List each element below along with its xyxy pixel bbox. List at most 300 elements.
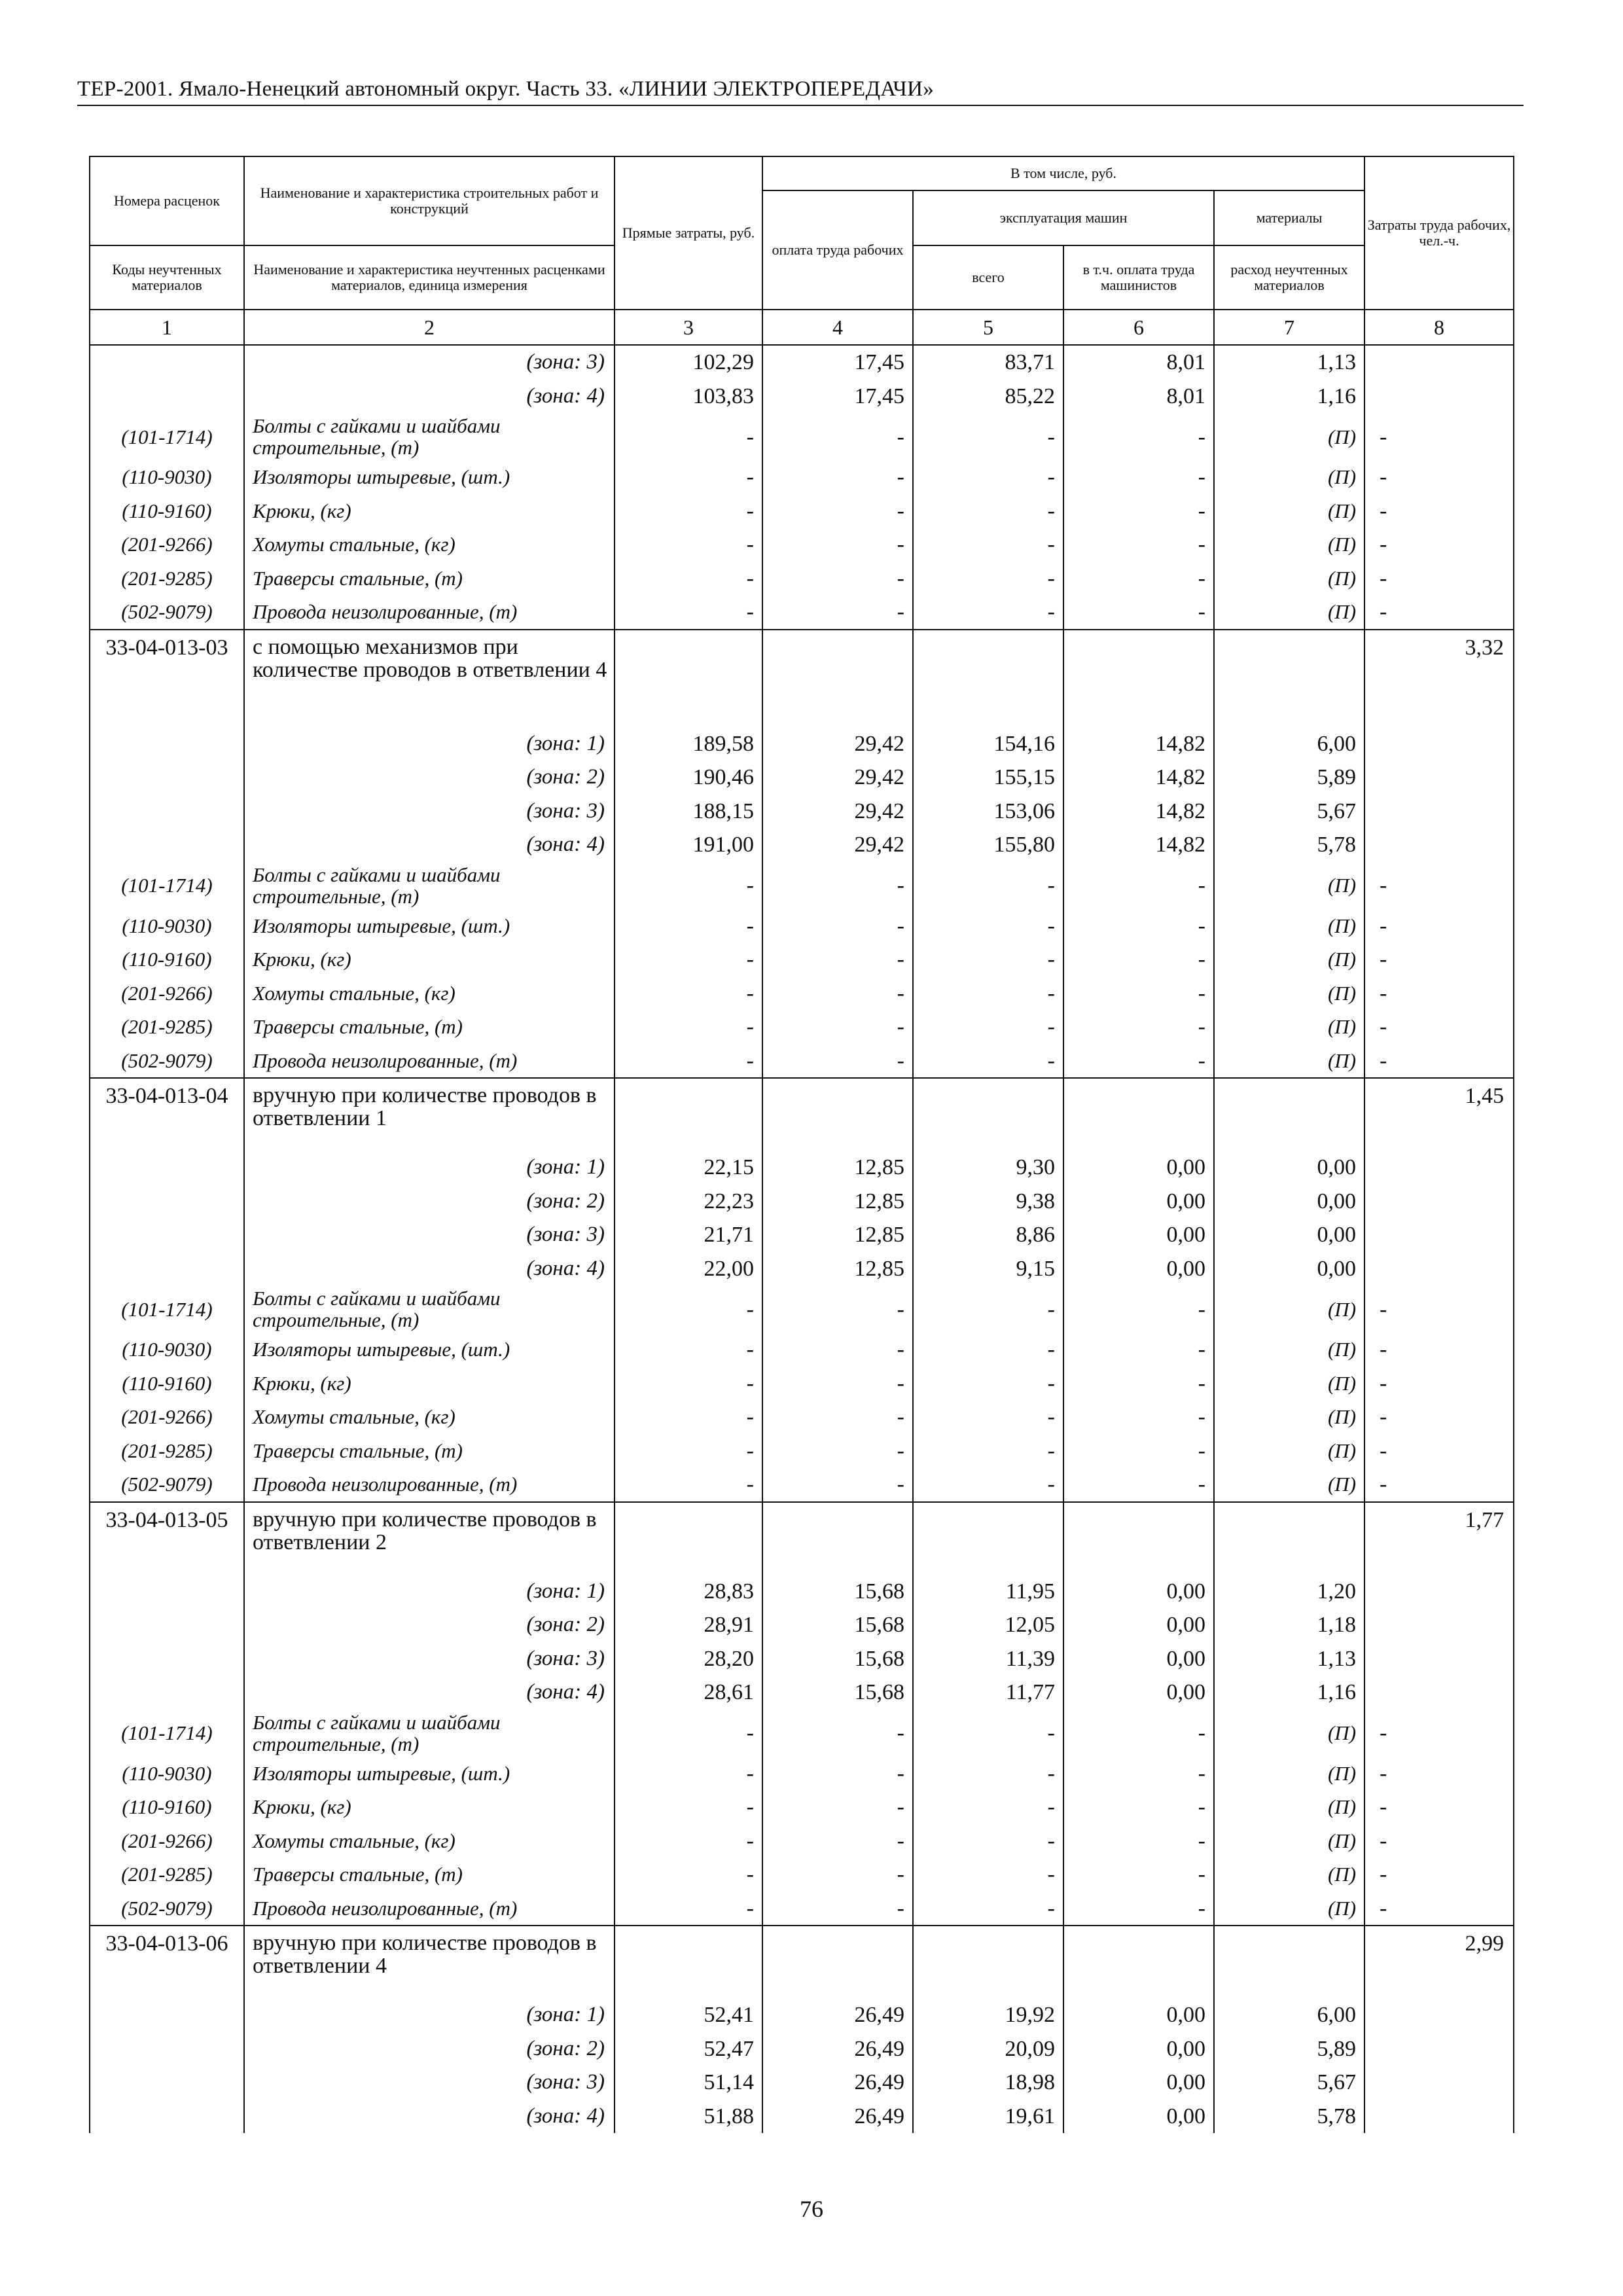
- dash-mark: -: [1063, 1757, 1214, 1791]
- table-cell: [913, 1502, 1063, 1575]
- zone-row: [90, 1218, 1514, 1252]
- header-labor-costs: Затраты труда рабочих, чел.-ч.: [1364, 156, 1514, 310]
- machines-value: 11,95: [913, 1575, 1063, 1609]
- materials-value: 5,78: [1214, 2100, 1364, 2134]
- dash-mark: -: [913, 1333, 1063, 1367]
- labor-cell: [1364, 2100, 1514, 2134]
- code-cell: [90, 1151, 244, 1185]
- dash-mark: -: [913, 977, 1063, 1011]
- table-cell: [1214, 1926, 1364, 1998]
- material-code: (110-9030): [90, 460, 244, 494]
- dash-mark: -: [1063, 1044, 1214, 1079]
- p-mark: (П): [1214, 494, 1364, 528]
- dash-mark: -: [615, 1367, 762, 1401]
- p-mark: (П): [1214, 1400, 1364, 1434]
- dash-mark: -: [1364, 1710, 1514, 1757]
- p-mark: (П): [1214, 1044, 1364, 1079]
- labor-cell: [1364, 828, 1514, 862]
- machines-value: 9,15: [913, 1252, 1063, 1286]
- dash-mark: -: [762, 1333, 913, 1367]
- dash-mark: -: [1063, 413, 1214, 460]
- dash-mark: -: [615, 1857, 762, 1892]
- direct-costs-value: 191,00: [615, 828, 762, 862]
- dash-mark: -: [1063, 909, 1214, 943]
- rate-code: 33-04-013-05: [90, 1502, 244, 1575]
- wages-value: 26,49: [762, 1998, 913, 2032]
- column-number: 7: [1214, 310, 1364, 345]
- column-number: 4: [762, 310, 913, 345]
- rate-description: вручную при количестве проводов в ответвлении 4: [244, 1926, 615, 1998]
- material-name: Изоляторы штыревые, (шт.): [244, 460, 615, 494]
- code-cell: [90, 1642, 244, 1676]
- header-unaccounted-consumption: расход неучтенных материалов: [1214, 245, 1364, 310]
- code-cell: [90, 795, 244, 829]
- dash-mark: -: [762, 1824, 913, 1858]
- direct-costs-value: 102,29: [615, 345, 762, 380]
- zone-row: [90, 345, 1514, 380]
- operators-wages-value: 8,01: [1063, 345, 1214, 380]
- p-mark: (П): [1214, 1434, 1364, 1468]
- material-code: (110-9160): [90, 942, 244, 977]
- table-cell: [615, 1926, 762, 1998]
- dash-mark: -: [762, 1400, 913, 1434]
- dash-mark: -: [913, 1710, 1063, 1757]
- operators-wages-value: 0,00: [1063, 1151, 1214, 1185]
- material-name: Болты с гайками и шайбами строительные, (т): [244, 1710, 615, 1757]
- labor-cell: [1364, 761, 1514, 795]
- wages-value: 12,85: [762, 1252, 913, 1286]
- zone-row: [90, 828, 1514, 862]
- dash-mark: -: [615, 1285, 762, 1333]
- zone-label: (зона: 4): [244, 1676, 615, 1710]
- column-number: 5: [913, 310, 1063, 345]
- wages-value: 15,68: [762, 1608, 913, 1642]
- material-row: [90, 460, 1514, 494]
- labor-cell: [1364, 1575, 1514, 1609]
- material-name: Изоляторы штыревые, (шт.): [244, 1757, 615, 1791]
- labor-cell: [1364, 345, 1514, 380]
- direct-costs-value: 28,83: [615, 1575, 762, 1609]
- material-code: (201-9285): [90, 1434, 244, 1468]
- labor-cell: [1364, 2032, 1514, 2066]
- dash-mark: -: [615, 595, 762, 630]
- header-wages: оплата труда рабочих: [762, 190, 913, 310]
- material-name: Хомуты стальные, (кг): [244, 977, 615, 1011]
- material-code: (502-9079): [90, 1467, 244, 1502]
- zone-label: (зона: 2): [244, 1185, 615, 1219]
- dash-mark: -: [913, 1285, 1063, 1333]
- wages-value: 17,45: [762, 345, 913, 380]
- operators-wages-value: 0,00: [1063, 1252, 1214, 1286]
- labor-value: 3,32: [1364, 630, 1514, 727]
- zone-label: (зона: 2): [244, 2032, 615, 2066]
- direct-costs-value: 52,47: [615, 2032, 762, 2066]
- zone-row: [90, 761, 1514, 795]
- dash-mark: -: [1364, 562, 1514, 596]
- dash-mark: -: [1063, 1333, 1214, 1367]
- material-row: [90, 1044, 1514, 1079]
- table-cell: [615, 1502, 762, 1575]
- material-row: [90, 1467, 1514, 1502]
- material-code: (110-9030): [90, 909, 244, 943]
- operators-wages-value: 0,00: [1063, 1608, 1214, 1642]
- dash-mark: -: [1063, 1367, 1214, 1401]
- column-number: 6: [1063, 310, 1214, 345]
- labor-cell: [1364, 380, 1514, 414]
- labor-value: 1,77: [1364, 1502, 1514, 1575]
- operators-wages-value: 0,00: [1063, 1642, 1214, 1676]
- dash-mark: -: [1364, 1400, 1514, 1434]
- materials-value: 1,13: [1214, 1642, 1364, 1676]
- material-code: (101-1714): [90, 1285, 244, 1333]
- material-code: (110-9160): [90, 494, 244, 528]
- dash-mark: -: [615, 460, 762, 494]
- materials-value: 0,00: [1214, 1252, 1364, 1286]
- dash-mark: -: [1364, 1333, 1514, 1367]
- material-code: (201-9285): [90, 1010, 244, 1044]
- material-name: Хомуты стальные, (кг): [244, 1400, 615, 1434]
- code-cell: [90, 1252, 244, 1286]
- code-cell: [90, 2100, 244, 2134]
- material-name: Крюки, (кг): [244, 1367, 615, 1401]
- dash-mark: -: [1063, 460, 1214, 494]
- material-row: [90, 494, 1514, 528]
- table-cell: [762, 1078, 913, 1151]
- zone-row: [90, 1252, 1514, 1286]
- table-cell: [615, 1078, 762, 1151]
- dash-mark: -: [615, 1333, 762, 1367]
- labor-value: 1,45: [1364, 1078, 1514, 1151]
- header-including: В том числе, руб.: [762, 156, 1364, 190]
- operators-wages-value: 14,82: [1063, 828, 1214, 862]
- p-mark: (П): [1214, 528, 1364, 562]
- dash-mark: -: [913, 942, 1063, 977]
- dash-mark: -: [1364, 909, 1514, 943]
- dash-mark: -: [913, 528, 1063, 562]
- rate-description: вручную при количестве проводов в ответвлении 1: [244, 1078, 615, 1151]
- material-row: [90, 1710, 1514, 1757]
- table-cell: [913, 1926, 1063, 1998]
- dash-mark: -: [1364, 1434, 1514, 1468]
- machines-value: 153,06: [913, 795, 1063, 829]
- material-name: Крюки, (кг): [244, 494, 615, 528]
- dash-mark: -: [913, 1892, 1063, 1926]
- materials-value: 1,13: [1214, 345, 1364, 380]
- wages-value: 15,68: [762, 1642, 913, 1676]
- p-mark: (П): [1214, 460, 1364, 494]
- dash-mark: -: [1364, 1285, 1514, 1333]
- material-code: (101-1714): [90, 862, 244, 909]
- labor-cell: [1364, 1642, 1514, 1676]
- zone-row: [90, 2066, 1514, 2100]
- dash-mark: -: [615, 1400, 762, 1434]
- wages-value: 15,68: [762, 1575, 913, 1609]
- labor-cell: [1364, 1218, 1514, 1252]
- dash-mark: -: [1063, 1285, 1214, 1333]
- p-mark: (П): [1214, 1333, 1364, 1367]
- zone-label: (зона: 4): [244, 2100, 615, 2134]
- p-mark: (П): [1214, 1757, 1364, 1791]
- wages-value: 12,85: [762, 1218, 913, 1252]
- operators-wages-value: 0,00: [1063, 1575, 1214, 1609]
- material-row: [90, 1285, 1514, 1333]
- material-row: [90, 909, 1514, 943]
- dash-mark: -: [1364, 862, 1514, 909]
- dash-mark: -: [913, 909, 1063, 943]
- dash-mark: -: [615, 1790, 762, 1824]
- dash-mark: -: [1364, 977, 1514, 1011]
- code-cell: [90, 380, 244, 414]
- dash-mark: -: [762, 1467, 913, 1502]
- dash-mark: -: [615, 413, 762, 460]
- materials-value: 1,20: [1214, 1575, 1364, 1609]
- material-row: [90, 1757, 1514, 1791]
- p-mark: (П): [1214, 909, 1364, 943]
- material-name: Болты с гайками и шайбами строительные, (т): [244, 862, 615, 909]
- material-name: Траверсы стальные, (т): [244, 1434, 615, 1468]
- material-row: [90, 1400, 1514, 1434]
- labor-value: 2,99: [1364, 1926, 1514, 1998]
- code-cell: [90, 1608, 244, 1642]
- material-row: [90, 1010, 1514, 1044]
- dash-mark: -: [762, 595, 913, 630]
- dash-mark: -: [1364, 1857, 1514, 1892]
- code-cell: [90, 828, 244, 862]
- material-row: [90, 1434, 1514, 1468]
- operators-wages-value: 0,00: [1063, 1676, 1214, 1710]
- labor-cell: [1364, 1151, 1514, 1185]
- labor-cell: [1364, 795, 1514, 829]
- material-name: Провода неизолированные, (т): [244, 1467, 615, 1502]
- machines-value: 11,39: [913, 1642, 1063, 1676]
- rate-row: [90, 630, 1514, 727]
- header-rule: [77, 105, 1524, 106]
- dash-mark: -: [762, 494, 913, 528]
- dash-mark: -: [1063, 1824, 1214, 1858]
- p-mark: (П): [1214, 595, 1364, 630]
- operators-wages-value: 14,82: [1063, 761, 1214, 795]
- labor-cell: [1364, 1185, 1514, 1219]
- direct-costs-value: 189,58: [615, 727, 762, 761]
- dash-mark: -: [1364, 595, 1514, 630]
- rate-row: [90, 1078, 1514, 1151]
- zone-label: (зона: 4): [244, 380, 615, 414]
- dash-mark: -: [1364, 1892, 1514, 1926]
- labor-cell: [1364, 1608, 1514, 1642]
- p-mark: (П): [1214, 862, 1364, 909]
- column-number: 1: [90, 310, 244, 345]
- dash-mark: -: [1063, 595, 1214, 630]
- machines-value: 83,71: [913, 345, 1063, 380]
- dash-mark: -: [615, 1467, 762, 1502]
- material-row: [90, 413, 1514, 460]
- machines-value: 19,92: [913, 1998, 1063, 2032]
- header-direct-costs: Прямые затраты, руб.: [615, 156, 762, 310]
- rate-code: 33-04-013-04: [90, 1078, 244, 1151]
- material-row: [90, 528, 1514, 562]
- rate-code: 33-04-013-03: [90, 630, 244, 727]
- direct-costs-value: 21,71: [615, 1218, 762, 1252]
- zone-row: [90, 2100, 1514, 2134]
- dash-mark: -: [1063, 1710, 1214, 1757]
- labor-cell: [1364, 727, 1514, 761]
- dash-mark: -: [1364, 1367, 1514, 1401]
- direct-costs-value: 188,15: [615, 795, 762, 829]
- zone-row: [90, 1676, 1514, 1710]
- zone-label: (зона: 2): [244, 1608, 615, 1642]
- materials-value: 1,18: [1214, 1608, 1364, 1642]
- zone-row: [90, 795, 1514, 829]
- material-code: (110-9160): [90, 1367, 244, 1401]
- dash-mark: -: [1063, 942, 1214, 977]
- header-operators-wages: в т.ч. оплата труда машинистов: [1063, 245, 1214, 310]
- p-mark: (П): [1214, 1857, 1364, 1892]
- wages-value: 26,49: [762, 2066, 913, 2100]
- p-mark: (П): [1214, 1367, 1364, 1401]
- material-name: Изоляторы штыревые, (шт.): [244, 1333, 615, 1367]
- operators-wages-value: 0,00: [1063, 2032, 1214, 2066]
- materials-value: 0,00: [1214, 1151, 1364, 1185]
- dash-mark: -: [762, 1010, 913, 1044]
- direct-costs-value: 28,91: [615, 1608, 762, 1642]
- p-mark: (П): [1214, 562, 1364, 596]
- p-mark: (П): [1214, 1010, 1364, 1044]
- dash-mark: -: [1063, 562, 1214, 596]
- operators-wages-value: 14,82: [1063, 727, 1214, 761]
- labor-cell: [1364, 1676, 1514, 1710]
- material-row: [90, 1367, 1514, 1401]
- materials-value: 5,89: [1214, 2032, 1364, 2066]
- dash-mark: -: [913, 1010, 1063, 1044]
- dash-mark: -: [762, 1710, 913, 1757]
- zone-label: (зона: 3): [244, 345, 615, 380]
- material-code: (201-9266): [90, 1824, 244, 1858]
- dash-mark: -: [762, 1757, 913, 1791]
- dash-mark: -: [615, 494, 762, 528]
- table-cell: [1214, 630, 1364, 727]
- direct-costs-value: 28,20: [615, 1642, 762, 1676]
- code-cell: [90, 761, 244, 795]
- zone-label: (зона: 1): [244, 727, 615, 761]
- dash-mark: -: [913, 562, 1063, 596]
- materials-value: 5,67: [1214, 795, 1364, 829]
- table-cell: [615, 630, 762, 727]
- dash-mark: -: [762, 1285, 913, 1333]
- material-row: [90, 862, 1514, 909]
- column-number: 2: [244, 310, 615, 345]
- dash-mark: -: [615, 528, 762, 562]
- wages-value: 15,68: [762, 1676, 913, 1710]
- machines-value: 11,77: [913, 1676, 1063, 1710]
- dash-mark: -: [1063, 977, 1214, 1011]
- operators-wages-value: 0,00: [1063, 1185, 1214, 1219]
- labor-cell: [1364, 2066, 1514, 2100]
- dash-mark: -: [913, 595, 1063, 630]
- table-cell: [1063, 1926, 1214, 1998]
- dash-mark: -: [762, 1857, 913, 1892]
- material-row: [90, 1824, 1514, 1858]
- dash-mark: -: [762, 909, 913, 943]
- dash-mark: -: [1364, 1044, 1514, 1079]
- material-code: (201-9285): [90, 562, 244, 596]
- dash-mark: -: [913, 1467, 1063, 1502]
- operators-wages-value: 0,00: [1063, 1998, 1214, 2032]
- table-body: [90, 345, 1514, 2133]
- dash-mark: -: [913, 862, 1063, 909]
- dash-mark: -: [762, 562, 913, 596]
- wages-value: 12,85: [762, 1185, 913, 1219]
- table-cell: [762, 1502, 913, 1575]
- material-code: (201-9266): [90, 977, 244, 1011]
- dash-mark: -: [615, 562, 762, 596]
- dash-mark: -: [1063, 1892, 1214, 1926]
- direct-costs-value: 51,88: [615, 2100, 762, 2134]
- dash-mark: -: [1063, 494, 1214, 528]
- dash-mark: -: [1364, 1824, 1514, 1858]
- machines-value: 155,15: [913, 761, 1063, 795]
- table-cell: [913, 630, 1063, 727]
- dash-mark: -: [913, 460, 1063, 494]
- table-cell: [762, 630, 913, 727]
- dash-mark: -: [913, 1757, 1063, 1791]
- zone-row: [90, 1185, 1514, 1219]
- material-name: Траверсы стальные, (т): [244, 562, 615, 596]
- material-name: Болты с гайками и шайбами строительные, (т): [244, 413, 615, 460]
- zone-label: (зона: 1): [244, 1575, 615, 1609]
- machines-value: 12,05: [913, 1608, 1063, 1642]
- page-number: 76: [800, 2196, 823, 2222]
- dash-mark: -: [615, 1434, 762, 1468]
- zone-row: [90, 2032, 1514, 2066]
- zone-label: (зона: 3): [244, 795, 615, 829]
- wages-value: 26,49: [762, 2100, 913, 2134]
- wages-value: 29,42: [762, 828, 913, 862]
- p-mark: (П): [1214, 1790, 1364, 1824]
- dash-mark: -: [615, 1010, 762, 1044]
- dash-mark: -: [762, 1367, 913, 1401]
- machines-value: 9,30: [913, 1151, 1063, 1185]
- p-mark: (П): [1214, 977, 1364, 1011]
- materials-value: 1,16: [1214, 380, 1364, 414]
- p-mark: (П): [1214, 1285, 1364, 1333]
- header-machines-total: всего: [913, 245, 1063, 310]
- material-name: Крюки, (кг): [244, 942, 615, 977]
- dash-mark: -: [762, 1790, 913, 1824]
- zone-row: [90, 1575, 1514, 1609]
- material-row: [90, 562, 1514, 596]
- operators-wages-value: 0,00: [1063, 2100, 1214, 2134]
- p-mark: (П): [1214, 942, 1364, 977]
- zone-row: [90, 380, 1514, 414]
- material-name: Провода неизолированные, (т): [244, 1044, 615, 1079]
- material-code: (101-1714): [90, 413, 244, 460]
- dash-mark: -: [913, 1857, 1063, 1892]
- wages-value: 29,42: [762, 727, 913, 761]
- zone-label: (зона: 1): [244, 1151, 615, 1185]
- material-code: (201-9285): [90, 1857, 244, 1892]
- column-number: 3: [615, 310, 762, 345]
- dash-mark: -: [615, 1892, 762, 1926]
- dash-mark: -: [913, 494, 1063, 528]
- zone-label: (зона: 3): [244, 1642, 615, 1676]
- dash-mark: -: [615, 977, 762, 1011]
- dash-mark: -: [762, 1434, 913, 1468]
- direct-costs-value: 190,46: [615, 761, 762, 795]
- zone-label: (зона: 4): [244, 1252, 615, 1286]
- materials-value: 6,00: [1214, 727, 1364, 761]
- materials-value: 0,00: [1214, 1185, 1364, 1219]
- direct-costs-value: 28,61: [615, 1676, 762, 1710]
